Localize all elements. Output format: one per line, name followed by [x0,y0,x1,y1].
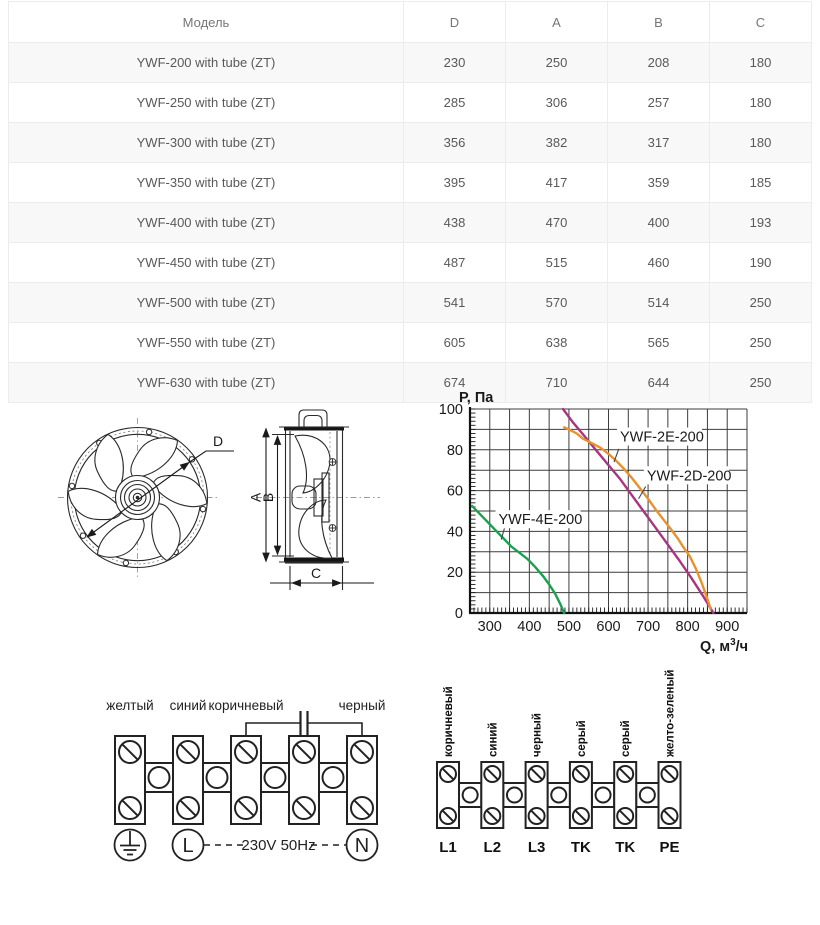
dimension-cell: 460 [608,243,710,283]
table-row [9,243,812,283]
wire-color-label: желто-зеленый [664,669,677,757]
dim-c-label: C [310,565,322,581]
y-tick-label: 100 [438,402,463,418]
dimension-cell: 541 [404,283,506,323]
dimension-cell: 638 [506,323,608,363]
wire-color-label: коричневый [208,698,284,713]
table-header [9,2,812,43]
dimension-cell: 570 [506,283,608,323]
screw-icon [484,766,500,782]
screw-icon [293,741,315,763]
terminal-name-label: L2 [483,839,502,856]
dimension-cell: 257 [608,83,710,123]
model-cell: YWF-350 with tube (ZT) [9,163,404,203]
table-row [9,323,812,363]
dimension-cell: 190 [710,243,812,283]
column-header: B [608,2,710,43]
terminal-connector [319,763,347,792]
dimension-cell: 438 [404,203,506,243]
screw-icon [440,808,456,824]
wire-color-label: коричневый [443,686,455,757]
x-tick-label: 700 [635,619,661,635]
neutral-terminal-label: N [354,835,370,857]
table-row [9,123,812,163]
capacitor-wire-left [246,723,300,736]
terminal-connector [503,783,525,807]
wire-color-label: черный [531,713,544,757]
dimension-cell: 250 [710,363,812,403]
terminal-connector [592,783,614,807]
hub [116,476,160,520]
dim-c [270,565,374,590]
x-tick-label: 500 [556,619,582,635]
terminal-block [347,736,377,824]
dimension-cell: 710 [506,363,608,403]
column-header: C [710,2,812,43]
wire-color-label: серый [575,720,588,757]
x-tick-label: 400 [517,619,542,635]
terminal-box-icon [299,410,327,427]
terminal-block [437,762,459,828]
terminal-connector [636,783,658,807]
y-axis-title: P, Па [459,390,494,406]
screw-icon [293,797,315,819]
screw-icon [351,741,373,763]
model-cell: YWF-200 with tube (ZT) [9,43,404,83]
capacitor-wire-right [308,723,362,736]
model-cell: YWF-450 with tube (ZT) [9,243,404,283]
screw-icon [235,741,257,763]
curve-label: YWF-2E-200 [619,429,704,446]
dimension-cell: 208 [608,43,710,83]
dimension-cell: 382 [506,123,608,163]
y-tick-label: 40 [446,524,463,541]
dim-d-label: D [213,433,224,449]
column-header: A [506,2,608,43]
dimension-cell: 417 [506,163,608,203]
terminal-block [614,762,636,828]
screw-icon [440,766,456,782]
impeller-side [292,435,332,558]
ground-icon [115,830,146,861]
wire-color-label: синий [487,722,500,757]
x-tick-label: 800 [675,619,700,635]
screw-icon [529,766,545,782]
dimension-cell: 400 [608,203,710,243]
screw-icon [662,766,678,782]
dimension-cell: 180 [710,43,812,83]
y-tick-label: 0 [454,606,463,622]
column-header: Модель [9,2,404,43]
x-tick-label: 900 [715,619,740,635]
table-row [9,163,812,203]
connector-hole [323,767,344,788]
dimension-cell: 250 [710,323,812,363]
dimension-cell: 470 [506,203,608,243]
dimension-cell: 285 [404,83,506,123]
dimension-cell: 180 [710,83,812,123]
terminal-name-label: L1 [439,839,457,856]
dimension-cell: 515 [506,243,608,283]
screw-icon [662,808,678,824]
screw-icon [119,797,141,819]
connector-hole [507,788,522,803]
terminal-connector [145,763,173,792]
dimension-cell: 395 [404,163,506,203]
terminal-name-label: TK [615,839,636,856]
terminal-connector [459,783,481,807]
screw-icon [573,766,589,782]
terminal-block [289,736,319,824]
dimension-cell: 605 [404,323,506,363]
dimension-cell: 306 [506,83,608,123]
y-tick-label: 80 [446,442,463,459]
terminal-name-label: PE [659,839,680,856]
dimension-cell: 674 [404,363,506,403]
column-header: D [404,2,506,43]
model-cell: YWF-500 with tube (ZT) [9,283,404,323]
screw-icon [177,797,199,819]
terminal-block [570,762,592,828]
terminal-connector [203,763,231,792]
connector-hole [640,788,655,803]
dimension-cell: 185 [710,163,812,203]
screw-icon [235,797,257,819]
curve-label: YWF-2D-200 [646,468,732,485]
terminal-block [526,762,548,828]
terminal-connector [548,783,570,807]
performance-chart [432,388,820,660]
dimension-cell: 514 [608,283,710,323]
connector-hole [265,767,286,788]
terminal-block [173,736,203,824]
dimensions-table [8,1,812,403]
dim-a-label: A [247,492,264,503]
screw-icon [484,808,500,824]
connector-hole [551,788,566,803]
table-row [9,83,812,123]
table-row [9,43,812,83]
terminal-block [231,736,261,824]
connector-hole [149,767,170,788]
terminal-block [659,762,681,828]
fan-side-view-drawing [248,395,388,605]
wire-color-label: синий [169,698,207,713]
terminal-connector [261,763,289,792]
table-body [9,43,812,403]
screw-icon [119,741,141,763]
terminal-block [481,762,503,828]
x-tick-label: 300 [477,619,502,635]
dim-b-label: B [260,492,276,503]
connector-hole [596,788,611,803]
connector-hole [207,767,228,788]
dimension-cell: 565 [608,323,710,363]
screw-icon [529,808,545,824]
connector-hole [463,788,478,803]
terminal-name-label: TK [570,839,591,856]
dim-b [260,435,294,557]
curve-label: YWF-4E-200 [498,512,583,529]
fan-front-view-drawing [45,412,245,590]
dimension-cell: 250 [506,43,608,83]
dimension-cell: 356 [404,123,506,163]
table-row [9,203,812,243]
model-cell: YWF-630 with tube (ZT) [9,363,404,403]
series-YWF-2E-200 [564,427,710,609]
line-terminal-label: L [182,835,194,857]
dimension-cell: 644 [608,363,710,403]
wire-color-label: желтый [106,698,154,713]
dimension-cell: 180 [710,123,812,163]
wiring-diagram-terminals [425,668,695,865]
dimension-cell: 193 [710,203,812,243]
header-row [9,2,812,43]
y-tick-label: 20 [446,565,463,582]
model-cell: YWF-550 with tube (ZT) [9,323,404,363]
dimension-cell: 230 [404,43,506,83]
dimension-cell: 317 [608,123,710,163]
terminal-name-label: L3 [527,839,546,856]
model-cell: YWF-250 with tube (ZT) [9,83,404,123]
dimension-cell: 487 [404,243,506,283]
wire-color-label: серый [620,720,633,757]
terminal-block [115,736,145,824]
model-cell: YWF-300 with tube (ZT) [9,123,404,163]
dimension-cell: 359 [608,163,710,203]
wiring-diagram-single-phase [90,688,400,880]
x-axis-title: Q, $м^3/ч$ [700,637,749,655]
table-row [9,283,812,323]
model-cell: YWF-400 with tube (ZT) [9,203,404,243]
screw-icon [617,766,633,782]
screw-icon [573,808,589,824]
screw-icon [177,741,199,763]
screw-icon [351,797,373,819]
capacitor-icon [246,711,362,736]
dimension-cell: 250 [710,283,812,323]
wire-color-label: черный [338,698,386,713]
y-tick-label: 60 [446,483,463,500]
supply-voltage-label: 230V 50Hz [241,837,316,854]
x-tick-label: 600 [596,619,621,635]
screw-icon [617,808,633,824]
